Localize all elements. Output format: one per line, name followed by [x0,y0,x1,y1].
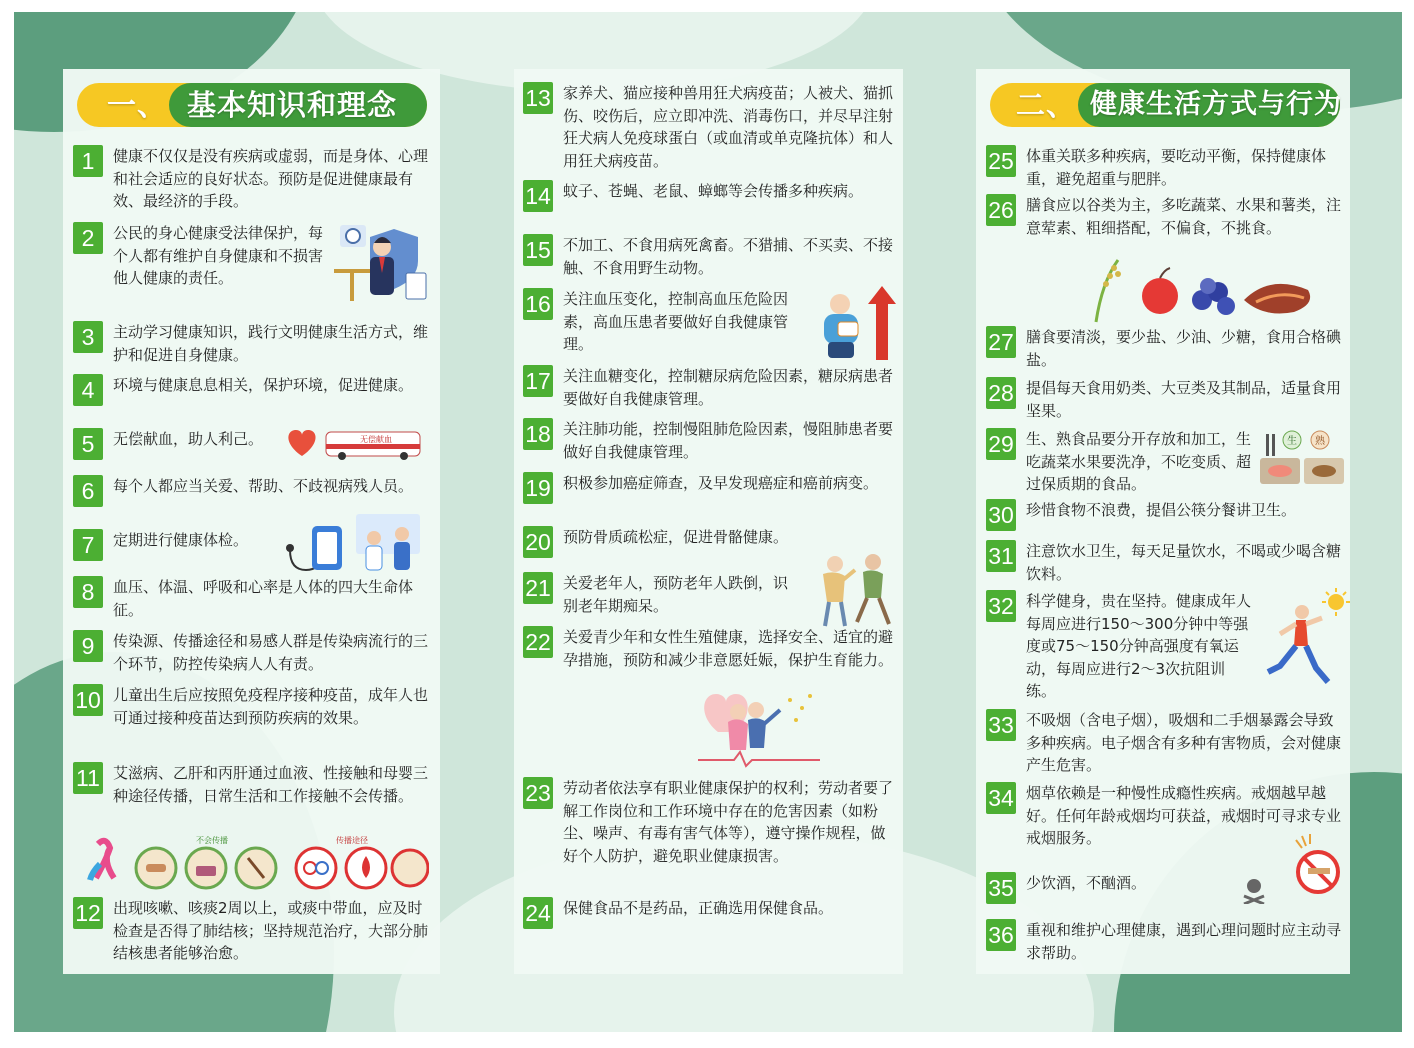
item-number: 28 [986,377,1016,409]
item-number: 10 [73,684,103,716]
item-number: 19 [523,472,553,504]
item-number: 32 [986,590,1016,622]
item-text: 环境与健康息息相关，保护环境，促进健康。 [113,376,414,394]
item-text: 关注肺功能，控制慢阻肺危险因素，慢阻肺患者要做好自我健康管理。 [563,420,894,461]
item-text: 公民的身心健康受法律保护，每个人都有维护自身健康和不损害他人健康的责任。 [113,224,324,287]
item-text: 劳动者依法享有职业健康保护的权利；劳动者要了解工作岗位和工作环境中存在的危害因素（如粉尘、噪声、有毒有害气体等），遵守操作规程，做好个人防护，避免职业健康损害。 [563,779,894,865]
section-title: 健康生活方式与行为 [1090,89,1342,120]
item-text: 关注血压变化，控制高血压危险因素，高血压患者要做好自我健康管理。 [563,290,789,353]
no-smoking-no-alcohol-illustration [1236,834,1348,904]
blood-donation-illustration [282,426,422,460]
item-text: 膳食应以谷类为主，多吃蔬菜、水果和薯类，注意荤素、粗细搭配，不偏食，不挑食。 [1026,196,1342,237]
item-text: 关爱老年人，预防老年人跌倒，识别老年期痴呆。 [563,574,789,615]
item-text: 血压、体温、呼吸和心率是人体的四大生命体征。 [113,578,414,619]
item-number: 1 [73,145,103,177]
item-text: 出现咳嗽、咳痰2周以上，或痰中带血，应及时检查是否得了肺结核；坚持规范治疗，大部分肺结核患者能够治愈。 [113,899,429,962]
item-number: 21 [523,572,553,604]
item-number: 26 [986,194,1016,226]
item-number: 35 [986,872,1016,904]
item-text: 健康不仅仅是没有疾病或虚弱，而是身体、心理和社会适应的良好状态。预防是促进健康最有效、最经济的手段。 [113,147,429,210]
item-number: 13 [523,82,553,114]
item-text: 儿童出生后应按照免疫程序接种疫苗，成年人也可通过接种疫苗达到预防疾病的效果。 [113,686,429,727]
item-number: 29 [986,428,1016,460]
running-fitness-illustration [1250,588,1350,698]
item-text: 保健食品不是药品，正确选用保健食品。 [563,899,834,917]
item-text: 蚊子、苍蝇、老鼠、蟑螂等会传播多种疾病。 [563,182,864,200]
item-text: 传染源、传播途径和易感人群是传染病流行的三个环节，防控传染病人人有责。 [113,632,429,673]
item-number: 23 [523,777,553,809]
item-text: 积极参加癌症筛查，及早发现癌症和癌前病变。 [563,474,879,492]
cooked-label: 熟 [1315,436,1325,447]
hypertension-illustration [814,282,900,364]
item-number: 18 [523,418,553,450]
item-number: 27 [986,326,1016,358]
item-number: 15 [523,234,553,266]
item-text: 每个人都应当关爱、帮助、不歧视病残人员。 [113,477,414,495]
item-number: 8 [73,576,103,608]
reproductive-health-illustration [694,686,824,772]
item-text: 定期进行健康体检。 [113,531,249,549]
transmission-illustration [84,834,429,890]
item-text: 艾滋病、乙肝和丙肝通过血液、性接触和母婴三种途径传播，日常生活和工作接触不会传播。 [113,764,429,805]
item-number: 30 [986,499,1016,531]
item-number: 14 [523,180,553,212]
item-number: 31 [986,540,1016,572]
item-number: 7 [73,529,103,561]
blood-bus-label: 无偿献血 [360,435,392,444]
item-text: 家养犬、猫应接种兽用狂犬病疫苗；人被犬、猫抓伤、咬伤后，应立即冲洗、消毒伤口，并尽早注射狂犬病人免疫球蛋白（或血清或单克隆抗体）和人用狂犬病疫苗。 [563,84,894,170]
item-number: 16 [523,288,553,320]
item-number: 25 [986,145,1016,177]
item-text: 体重关联多种疾病，要吃动平衡，保持健康体重，避免超重与肥胖。 [1026,147,1327,188]
item-number: 20 [523,526,553,558]
section-header-lifestyle [990,83,1340,127]
item-number: 33 [986,709,1016,741]
item-number: 17 [523,365,553,397]
item-text: 关注血糖变化，控制糖尿病危险因素，糖尿病患者要做好自我健康管理。 [563,367,894,408]
item-text: 生、熟食品要分开存放和加工，生吃蔬菜水果要洗净，不吃变质、超过保质期的食品。 [1026,430,1252,493]
item-text: 关爱青少年和女性生殖健康，选择安全、适宜的避孕措施，预防和减少非意愿妊娠，保护生育能力。 [563,628,894,669]
item-text: 科学健身，贵在坚持。健康成年人每周应进行150～300分钟中等强度或75～150分钟高强度有氧运动，每周应进行2～3次抗阻训练。 [1026,592,1252,700]
item-number: 11 [73,762,103,794]
item-number: 12 [73,897,103,929]
section-title: 基本知识和理念 [187,88,398,122]
item-text: 不加工、不食用病死禽畜。不猎捕、不买卖、不接触、不食用野生动物。 [563,236,894,277]
no-spread-label: 不会传播 [196,836,228,845]
item-text: 提倡每天食用奶类、大豆类及其制品，适量食用坚果。 [1026,379,1342,420]
item-number: 3 [73,321,103,353]
item-text: 主动学习健康知识，践行文明健康生活方式，维护和促进自身健康。 [113,323,429,364]
item-number: 9 [73,630,103,662]
item-number: 22 [523,626,553,658]
item-text: 不吸烟（含电子烟），吸烟和二手烟暴露会导致多种疾病。电子烟含有多种有害物质，会对健康产生危害。 [1026,711,1342,774]
item-number: 34 [986,782,1016,814]
item-number: 24 [523,897,553,929]
health-literacy-brochure [14,12,1402,1032]
health-checkup-illustration [282,510,424,576]
food-groups-illustration [1084,252,1324,324]
item-number: 6 [73,475,103,507]
section-header-basic-knowledge [77,83,427,127]
legal-protection-illustration [332,217,432,309]
item-text: 膳食要清淡，要少盐、少油、少糖，食用合格碘盐。 [1026,328,1342,369]
section-prefix: 一、 [107,88,168,122]
item-text: 注意饮水卫生，每天足量饮水，不喝或少喝含糖饮料。 [1026,542,1342,583]
item-text: 珍惜食物不浪费，提倡公筷分餐讲卫生。 [1026,501,1297,519]
section-prefix: 二、 [1016,88,1077,122]
item-number: 5 [73,428,103,460]
item-text: 烟草依赖是一种慢性成瘾性疾病。戒烟越早越好。任何年龄戒烟均可获益，戒烟时可寻求专业戒烟服务。 [1026,784,1342,847]
raw-label: 生 [1287,436,1297,447]
item-text: 少饮酒，不酗酒。 [1026,874,1147,892]
item-text: 重视和维护心理健康，遇到心理问题时应主动寻求帮助。 [1026,921,1342,962]
elderly-care-illustration [809,550,899,630]
item-number: 2 [73,222,103,254]
item-number: 36 [986,919,1016,951]
raw-cooked-food-illustration [1256,430,1348,488]
spread-route-label: 传播途径 [336,836,368,845]
item-number: 4 [73,374,103,406]
item-text: 无偿献血，助人利己。 [113,430,264,448]
item-text: 预防骨质疏松症，促进骨骼健康。 [563,528,789,546]
